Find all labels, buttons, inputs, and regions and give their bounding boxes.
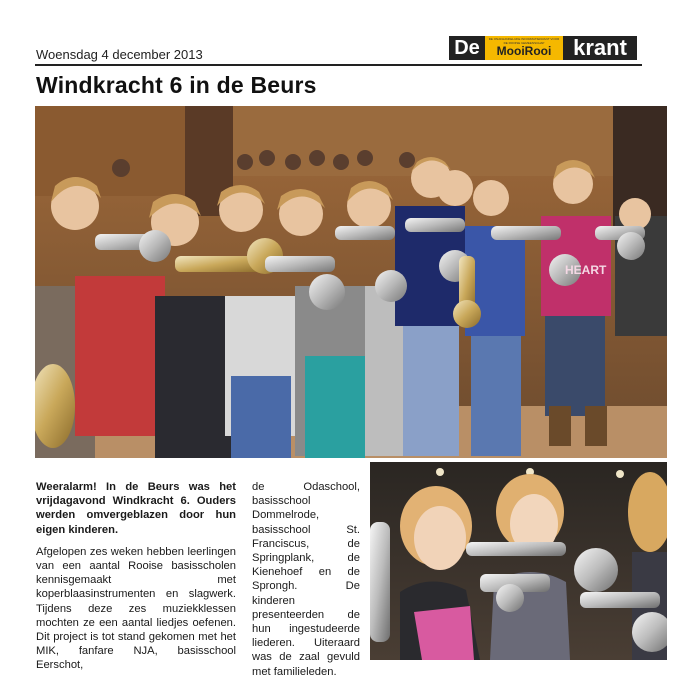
main-photo bbox=[35, 106, 667, 458]
article-body-2: de Odaschool, basisschool Dommelrode, basisschool St. Franciscus, de Springplank, de Kienehoef en de Sprongh. De kinderen presenteerden de hun ingestudeerde liederen. Uiteraard was de zaal gevuld met familieleden. bbox=[252, 481, 360, 678]
newspaper-masthead bbox=[449, 36, 637, 60]
masthead-tagline: DE ONAFHANKELIJKE INFORMATIEKRANT VOOR DE ROOISE GEMEENSCHAP bbox=[488, 37, 560, 45]
masthead-de: De bbox=[449, 36, 485, 60]
article-headline: Windkracht 6 in de Beurs bbox=[36, 72, 317, 98]
header-rule bbox=[35, 64, 642, 66]
article-lead: Weeralarm! In de Beurs was het vrijdagavond Windkracht 6. Ouders werden omvergeblazen door hun eigen kinderen. bbox=[36, 481, 236, 536]
article-column-2 bbox=[252, 480, 360, 679]
secondary-photo bbox=[370, 462, 667, 660]
masthead-mooirooi: MooiRooi bbox=[485, 36, 563, 60]
article-column-1 bbox=[36, 480, 236, 673]
shirt-text: HEART bbox=[565, 263, 607, 277]
masthead-krant: krant bbox=[563, 36, 637, 60]
publication-date: Woensdag 4 december 2013 bbox=[36, 47, 203, 62]
article-body-1: Afgelopen zes weken hebben leerlingen van een aantal Rooise basisscholen kennisgemaakt met koperblaasinstrumenten en slagwerk. Tijdens deze zes muziekklessen mochten ze een aantal liedjes oefenen. Dit project is tot stand gekomen met het MIK, fanfare NJA, basisschool Eerschot, bbox=[36, 545, 236, 672]
